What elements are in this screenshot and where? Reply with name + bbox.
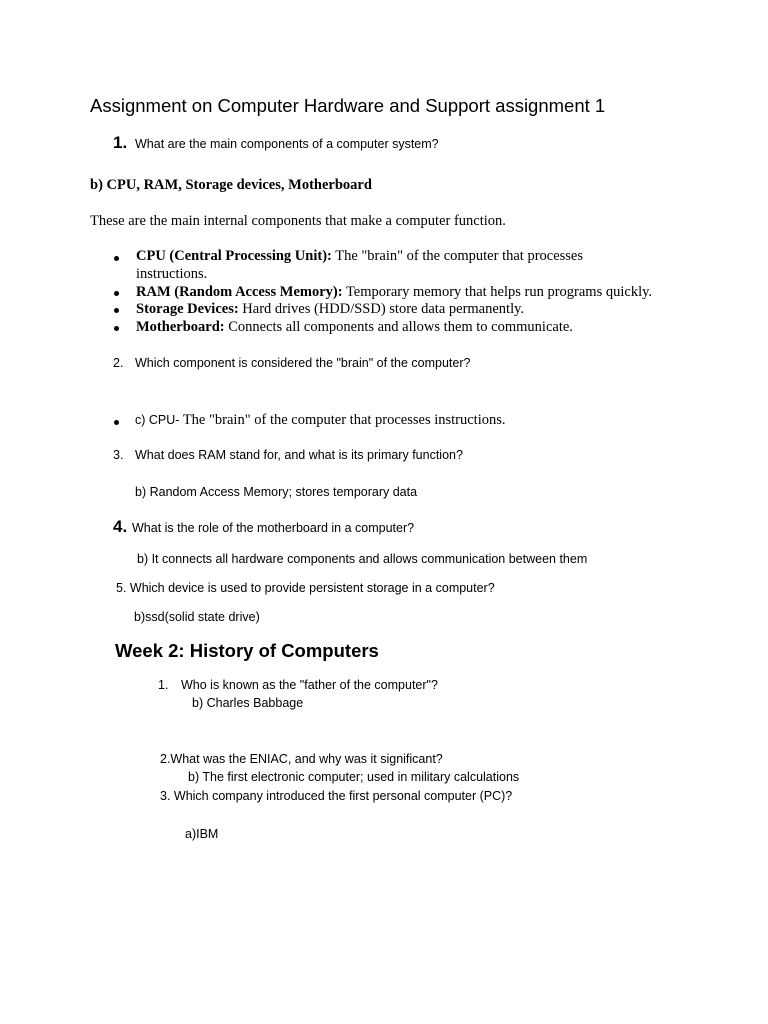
bullet-point bbox=[114, 256, 119, 261]
week-2-question-3-text: 3. Which company introduced the first personal computer (PC)? bbox=[160, 789, 513, 803]
bullet-storage bbox=[136, 301, 524, 318]
bullet-cpu-continued: instructions. bbox=[136, 266, 208, 282]
question-4-answer: b) It connects all hardware components and allows communication between them bbox=[137, 552, 588, 566]
answer-text: The "brain" of the computer that processes instructions. bbox=[179, 412, 506, 428]
week-2-question-3-answer: a)IBM bbox=[185, 827, 219, 841]
bullet-cpu bbox=[136, 248, 583, 265]
question-5-text: 5. Which device is used to provide persistent storage in a computer? bbox=[116, 581, 495, 595]
question-1-text: What are the main components of a computer system? bbox=[135, 137, 439, 151]
question-2-number: 2. bbox=[113, 356, 124, 370]
bullet-desc: The "brain" of the computer that processes bbox=[331, 248, 584, 264]
bullet-term: CPU (Central Processing Unit): bbox=[136, 248, 332, 264]
bullet-ram bbox=[136, 284, 652, 301]
bullet-desc: Hard drives (HDD/SSD) store data permanently. bbox=[238, 301, 525, 317]
question-3-text: What does RAM stand for, and what is its primary function? bbox=[135, 448, 463, 462]
week-2-question-2-text: 2.What was the ENIAC, and why was it significant? bbox=[160, 752, 443, 766]
question-1-intro: These are the main internal components that make a computer function. bbox=[90, 213, 506, 229]
week-2-question-1-answer: b) Charles Babbage bbox=[192, 696, 304, 710]
question-2-text: Which component is considered the "brain" of the computer? bbox=[135, 356, 471, 370]
page-title: Assignment on Computer Hardware and Support assignment 1 bbox=[90, 95, 606, 116]
bullet-point bbox=[114, 420, 119, 425]
question-1-number: 1. bbox=[113, 133, 128, 152]
question-3-number: 3. bbox=[113, 448, 124, 462]
bullet-desc: Connects all components and allows them to communicate. bbox=[224, 319, 573, 335]
week-2-question-1-text: Who is known as the "father of the computer"? bbox=[181, 678, 438, 692]
bullet-point bbox=[114, 308, 119, 313]
bullet-point bbox=[114, 291, 119, 296]
question-1-answer: b) CPU, RAM, Storage devices, Motherboard bbox=[90, 177, 372, 193]
question-4-text: What is the role of the motherboard in a computer? bbox=[132, 521, 415, 535]
question-3-answer: b) Random Access Memory; stores temporary data bbox=[135, 485, 418, 499]
bullet-term: Storage Devices: bbox=[136, 301, 239, 317]
week-2-question-1-number: 1. bbox=[158, 678, 169, 692]
bullet-term: RAM (Random Access Memory): bbox=[136, 284, 343, 300]
answer-prefix: c) CPU- bbox=[135, 413, 180, 427]
question-2-answer bbox=[135, 411, 506, 429]
bullet-term: Motherboard: bbox=[136, 319, 225, 335]
question-4-number: 4. bbox=[113, 517, 128, 536]
question-5-answer: b)ssd(solid state drive) bbox=[134, 610, 260, 624]
bullet-point bbox=[114, 326, 119, 331]
bullet-motherboard bbox=[136, 319, 573, 336]
week-2-heading: Week 2: History of Computers bbox=[115, 640, 379, 661]
week-2-question-2-answer: b) The first electronic computer; used in military calculations bbox=[188, 770, 520, 784]
bullet-desc: Temporary memory that helps run programs quickly. bbox=[342, 284, 653, 300]
